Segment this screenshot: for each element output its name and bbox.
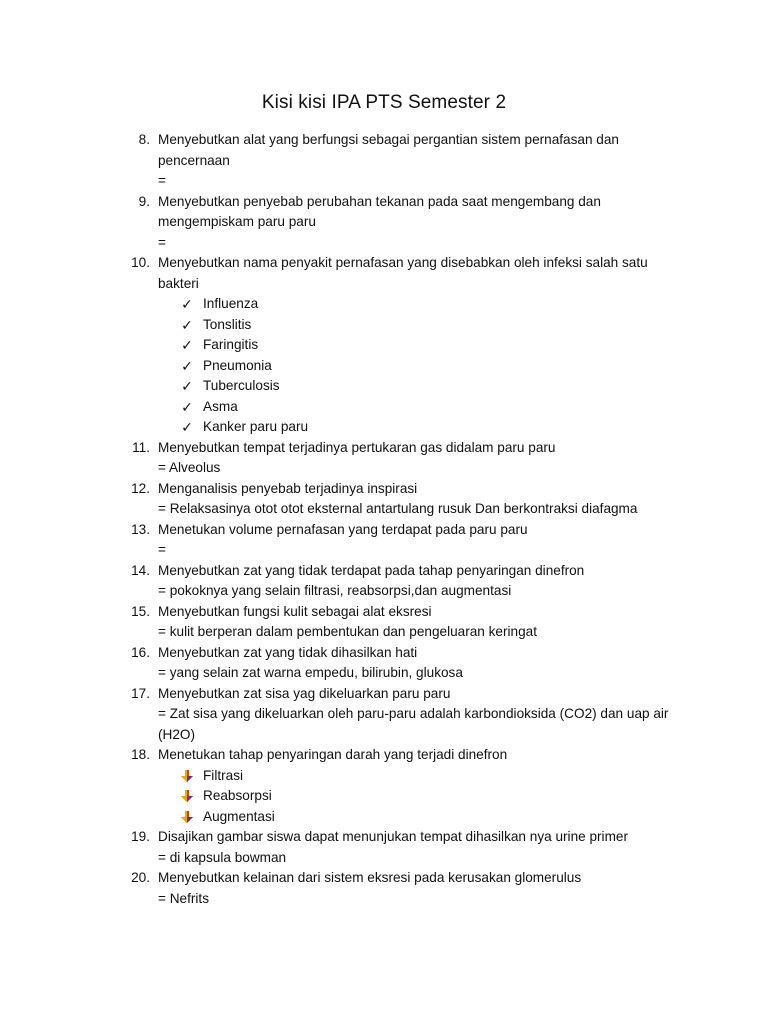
answer-text: =: [158, 173, 166, 188]
answer-text: = kulit berperan dalam pembentukan dan pengeluaran keringat: [158, 624, 537, 639]
question-text: Menganalisis penyebab terjadinya inspirasi: [158, 480, 418, 496]
question-item: [0, 868, 768, 909]
question-line: [0, 581, 768, 602]
check-list-item: [0, 294, 768, 315]
checkmark-icon: ✓: [181, 316, 193, 333]
check-list-item: [0, 315, 768, 336]
arrow-item-label: Augmentasi: [203, 808, 275, 824]
checkmark-icon: ✓: [181, 419, 193, 435]
down-arrow-bullet-icon: [181, 790, 193, 803]
arrow-list-item: [0, 766, 768, 787]
check-item-label: Kanker paru paru: [203, 419, 309, 434]
question-line: [0, 520, 768, 541]
question-text: Menyebutkan nama penyakit pernafasan yang disebabkan oleh infeksi salah satu: [158, 255, 648, 270]
question-text: Menetukan volume pernafasan yang terdapat pada paru paru: [158, 521, 528, 537]
check-list-item: [0, 417, 768, 438]
question-line: [0, 868, 768, 889]
check-list-item: [0, 397, 768, 418]
answer-text: = di kapsula bowman: [158, 849, 287, 865]
arrow-list-item: [0, 786, 768, 807]
question-text: Menyebutkan penyebab perubahan tekanan pada saat mengembang dan: [158, 193, 601, 209]
checkmark-icon: ✓: [181, 337, 193, 353]
question-item: [0, 745, 768, 827]
check-item-label: Tonslitis: [203, 316, 252, 332]
check-list-item: [0, 356, 768, 377]
question-number: 12.: [131, 480, 150, 496]
question-line: [0, 479, 768, 500]
question-number: 8.: [138, 132, 150, 147]
question-list: [0, 130, 768, 909]
question-item: [0, 643, 768, 684]
answer-text: = Alveolus: [158, 460, 221, 475]
checkmark-icon: ✓: [181, 296, 193, 312]
question-line: [0, 253, 768, 274]
answer-text: (H2O): [158, 726, 196, 742]
question-line: [0, 438, 768, 459]
question-line: [0, 458, 768, 479]
answer-text: bakteri: [158, 275, 199, 291]
check-list-item: [0, 376, 768, 397]
question-line: [0, 192, 768, 213]
question-number: 19.: [131, 829, 150, 844]
arrow-item-label: Filtrasi: [203, 767, 244, 783]
question-item: [0, 520, 768, 561]
question-item: [0, 602, 768, 643]
question-number: 15.: [131, 603, 150, 619]
question-line: [0, 499, 768, 520]
question-item: [0, 130, 768, 192]
check-list-item: [0, 335, 768, 356]
question-text: Menyebutkan zat yang tidak terdapat pada tahap penyaringan dinefron: [158, 562, 585, 578]
question-line: [0, 725, 768, 746]
down-arrow-bullet-icon: [181, 811, 193, 824]
question-line: [0, 663, 768, 684]
question-line: [0, 684, 768, 705]
question-item: [0, 479, 768, 520]
question-number: 18.: [131, 747, 150, 762]
question-number: 9.: [138, 193, 150, 209]
arrow-list-item: [0, 807, 768, 828]
question-item: [0, 253, 768, 438]
question-item: [0, 192, 768, 254]
check-item-label: Tuberculosis: [203, 378, 280, 393]
question-text: Menyebutkan tempat terjadinya pertukaran gas didalam paru paru: [158, 439, 556, 455]
answer-text: = Zat sisa yang dikeluarkan oleh paru-paru adalah karbondioksida (CO2) dan uap air: [158, 706, 669, 721]
question-number: 20.: [131, 870, 150, 885]
question-line: [0, 233, 768, 254]
question-text: Menyebutkan zat yang tidak dihasilkan hati: [158, 644, 418, 660]
check-item-label: Faringitis: [203, 337, 259, 352]
question-text: Disajikan gambar siswa dapat menunjukan tempat dihasilkan nya urine primer: [158, 829, 628, 844]
answer-text: =: [158, 542, 166, 557]
question-number: 16.: [131, 644, 150, 660]
question-line: [0, 704, 768, 725]
answer-text: = Relaksasinya otot otot eksternal antartulang rusuk Dan berkontraksi diafagma: [158, 501, 638, 516]
question-line: [0, 745, 768, 766]
question-line: [0, 889, 768, 910]
arrow-item-label: Reabsorpsi: [203, 788, 272, 803]
checkmark-icon: ✓: [181, 357, 193, 374]
down-arrow-bullet-icon: [181, 770, 193, 783]
question-number: 14.: [131, 562, 150, 578]
question-line: [0, 827, 768, 848]
question-text: Menetukan tahap penyaringan darah yang terjadi dinefron: [158, 747, 508, 762]
question-item: [0, 827, 768, 868]
answer-text: mengempiskam paru paru: [158, 214, 316, 229]
question-line: [0, 171, 768, 192]
question-text: Menyebutkan alat yang berfungsi sebagai pergantian sistem pernafasan dan: [158, 132, 619, 147]
question-line: [0, 602, 768, 623]
question-number: 13.: [131, 521, 150, 537]
answer-text: = Nefrits: [158, 890, 209, 906]
question-number: 10.: [131, 255, 150, 270]
question-number: 11.: [132, 439, 150, 455]
answer-text: =: [158, 234, 166, 250]
question-line: [0, 212, 768, 233]
question-number: 17.: [131, 685, 150, 701]
question-line: [0, 622, 768, 643]
question-line: [0, 540, 768, 561]
check-item-label: Pneumonia: [203, 357, 272, 373]
checkmark-icon: ✓: [181, 398, 193, 415]
answer-text: = yang selain zat warna empedu, bilirubin, glukosa: [158, 665, 463, 680]
page-title: Kisi kisi IPA PTS Semester 2: [261, 92, 507, 113]
question-line: [0, 130, 768, 151]
question-item: [0, 684, 768, 746]
question-text: Menyebutkan fungsi kulit sebagai alat eksresi: [158, 603, 432, 619]
answer-text: = pokoknya yang selain filtrasi, reabsorpsi,dan augmentasi: [158, 583, 512, 598]
check-item-label: Asma: [203, 398, 238, 414]
question-line: [0, 643, 768, 664]
question-text: Menyebutkan zat sisa yag dikeluarkan paru paru: [158, 685, 451, 701]
check-item-label: Influenza: [203, 296, 259, 311]
question-line: [0, 848, 768, 869]
question-line: [0, 274, 768, 295]
question-item: [0, 561, 768, 602]
question-text: Menyebutkan kelainan dari sistem eksresi pada kerusakan glomerulus: [158, 870, 582, 885]
question-line: [0, 151, 768, 172]
question-item: [0, 438, 768, 479]
checkmark-icon: ✓: [181, 378, 193, 394]
question-line: [0, 561, 768, 582]
answer-text: pencernaan: [158, 152, 230, 168]
